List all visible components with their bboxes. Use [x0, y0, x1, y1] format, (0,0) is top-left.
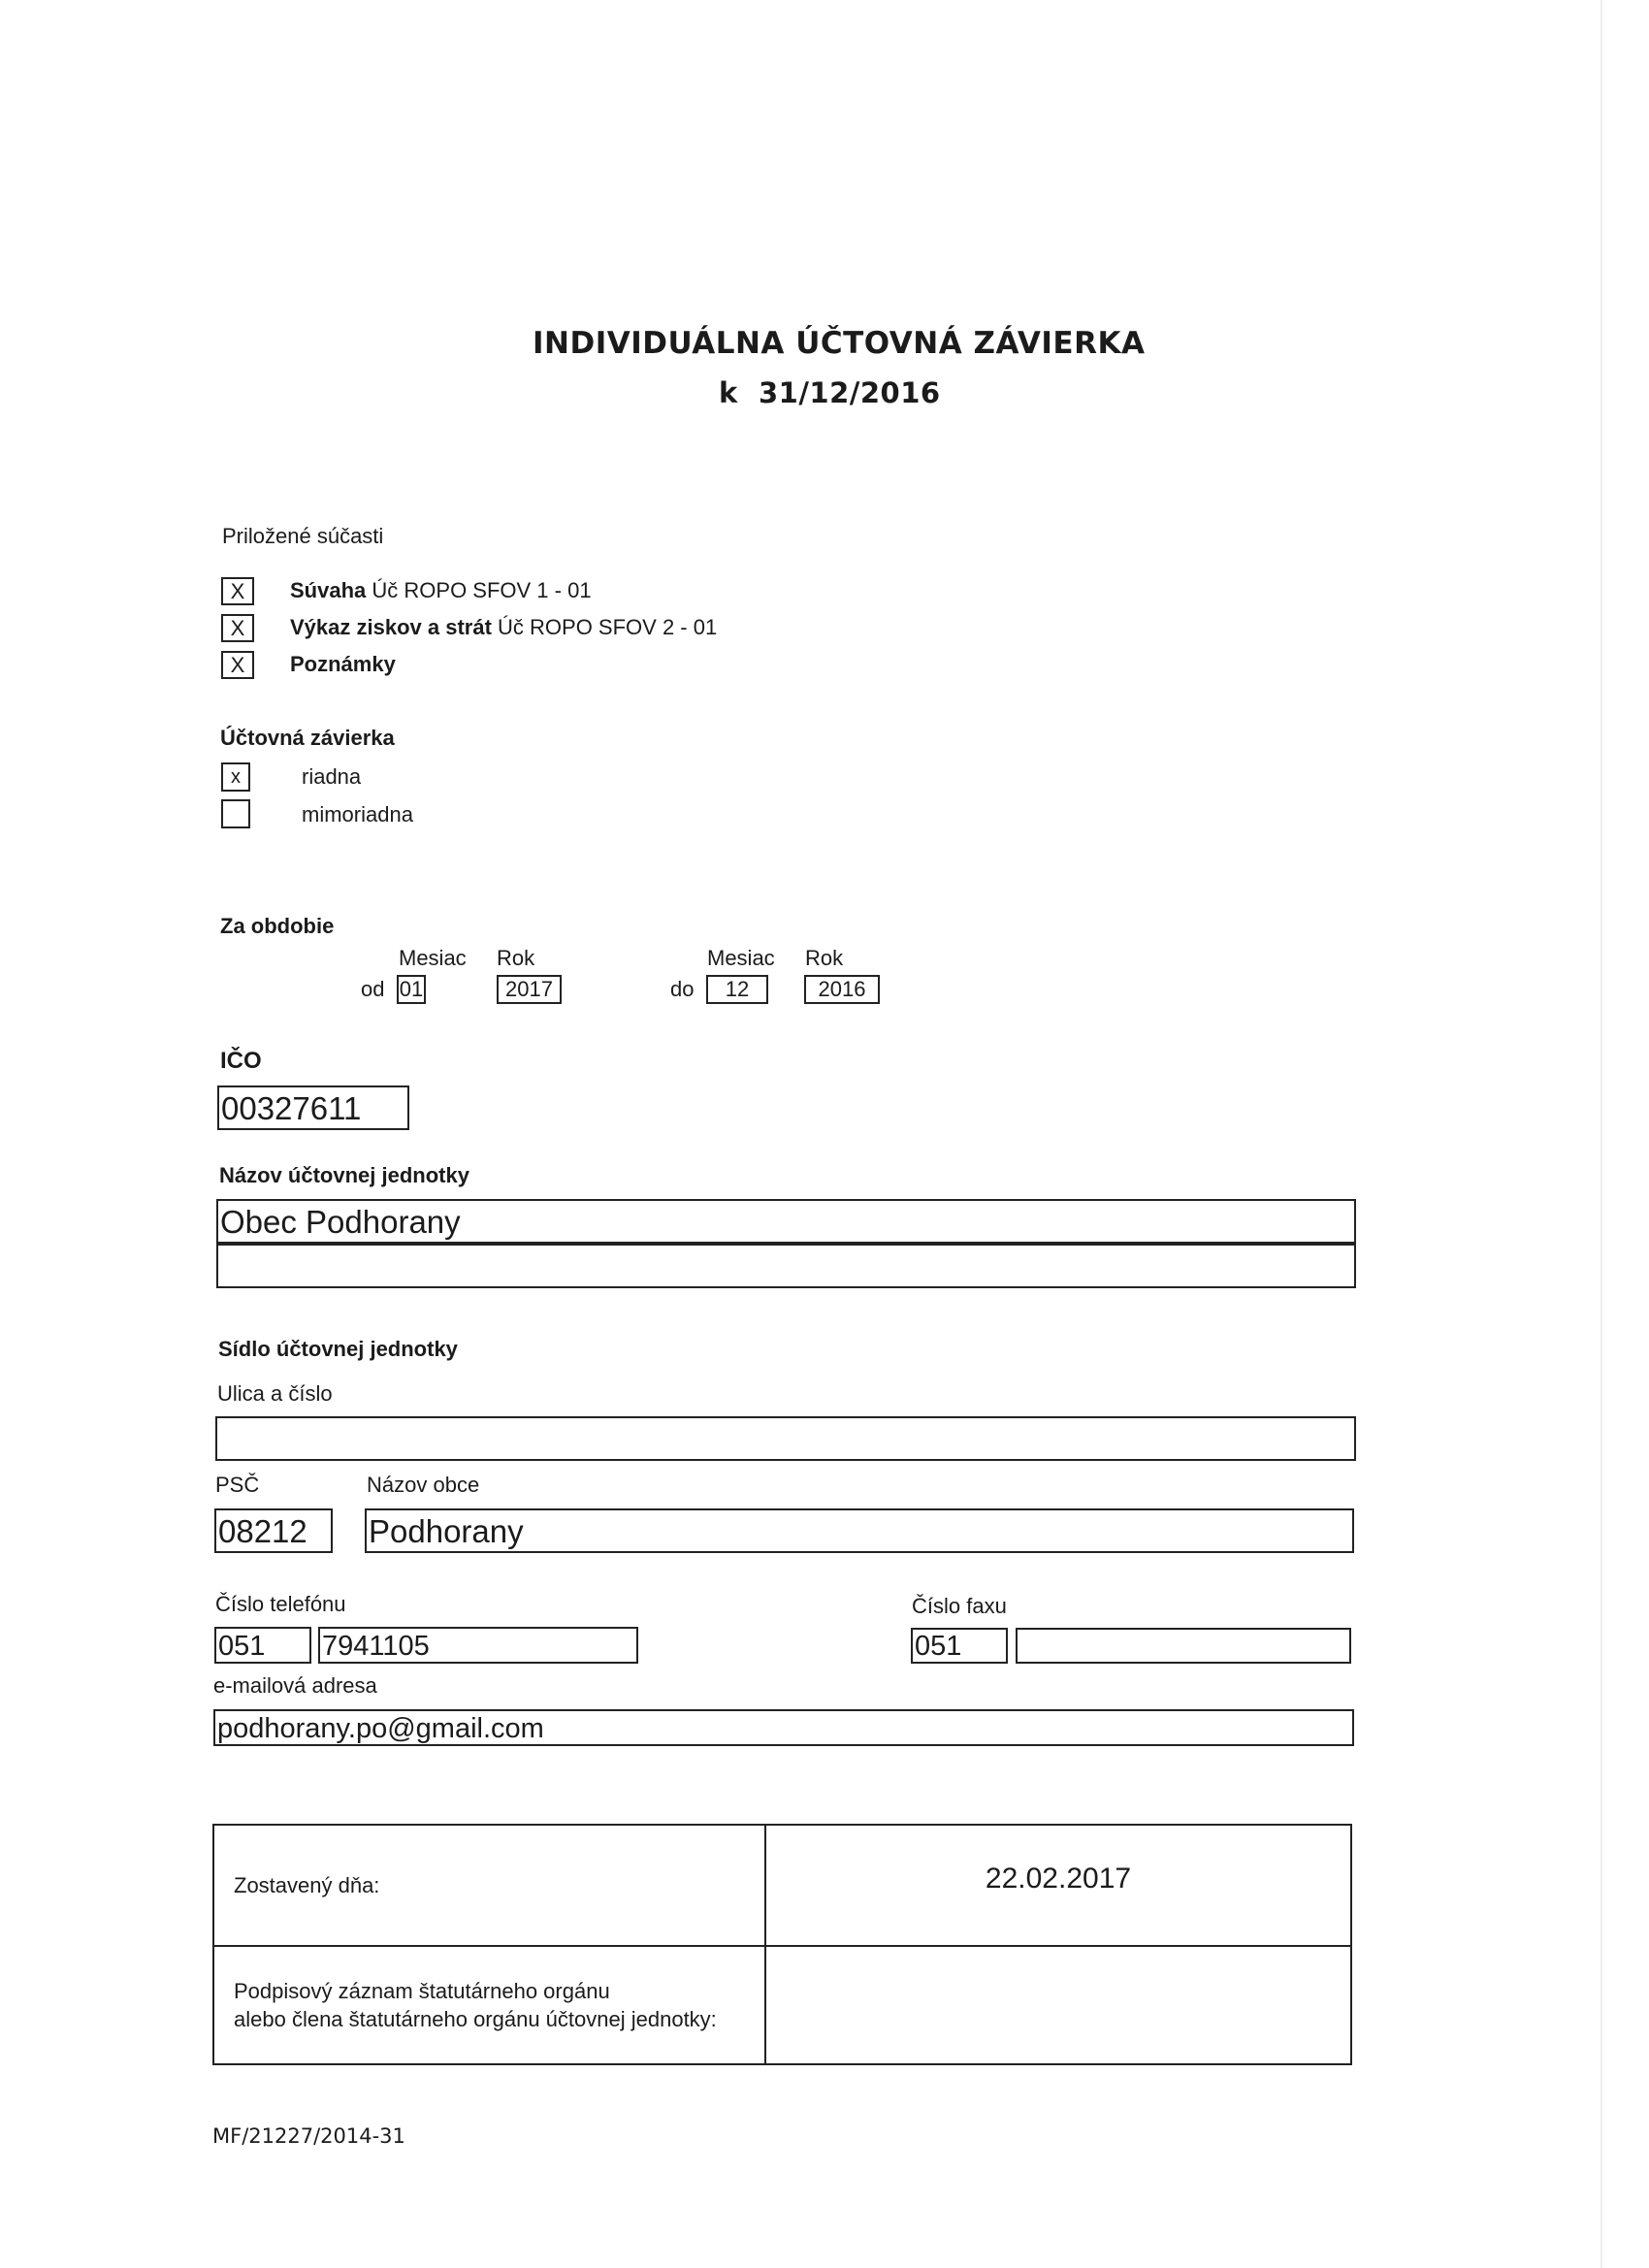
- compiled-date: 22.02.2017: [985, 1863, 1132, 1895]
- attachment-code: Úč ROPO SFOV 2 - 01: [498, 615, 718, 639]
- compiled-date-cell[interactable]: [765, 1825, 1351, 1946]
- entity-name-label: Názov účtovnej jednotky: [219, 1163, 469, 1187]
- compiled-row: [213, 1825, 1351, 1946]
- attachment-poznamky: [290, 652, 396, 677]
- street-field[interactable]: [215, 1416, 1356, 1461]
- sign-label-line1: Podpisový záznam štatutárneho orgánu: [234, 1979, 610, 2003]
- street-label: Ulica a číslo: [217, 1381, 333, 1406]
- fax-number-field[interactable]: [1016, 1628, 1351, 1664]
- from-year-field[interactable]: 2017: [497, 975, 562, 1004]
- sign-label-cell: [213, 1946, 765, 2064]
- attachment-code: Úč ROPO SFOV 1 - 01: [372, 578, 592, 602]
- sign-row: [213, 1946, 1351, 2064]
- attachments-label: Priložené súčasti: [222, 524, 384, 548]
- sign-label-line2: alebo člena štatutárneho orgánu účtovnej jednotky:: [234, 2007, 717, 2031]
- city-label: Názov obce: [367, 1473, 480, 1497]
- email-label: e-mailová adresa: [213, 1673, 377, 1698]
- attachment-name: Výkaz ziskov a strát: [290, 615, 492, 639]
- checkbox-poznamky[interactable]: X: [221, 651, 254, 679]
- checkbox-regular[interactable]: x: [221, 762, 250, 792]
- from-month-label: Mesiac: [399, 946, 467, 970]
- attachment-name: Súvaha: [290, 578, 367, 602]
- closing-label: Účtovná závierka: [220, 726, 395, 750]
- phone-label: Číslo telefónu: [215, 1592, 346, 1616]
- sign-field-cell[interactable]: [765, 1946, 1351, 2064]
- checkbox-extraordinary[interactable]: [221, 799, 250, 828]
- entity-name-field-1[interactable]: Obec Podhorany: [216, 1199, 1356, 1244]
- to-month-label: Mesiac: [707, 946, 775, 970]
- to-month-field[interactable]: 12: [706, 975, 768, 1004]
- city-field[interactable]: Podhorany: [365, 1508, 1354, 1553]
- phone-prefix-field[interactable]: 051: [214, 1627, 311, 1664]
- signature-table: [212, 1824, 1352, 2065]
- closing-extraordinary-label: mimoriadna: [302, 802, 413, 826]
- checkbox-suvaha[interactable]: X: [221, 577, 254, 605]
- from-month-field[interactable]: 01: [397, 975, 426, 1004]
- from-label: od: [361, 977, 385, 1001]
- to-year-label: Rok: [805, 946, 844, 970]
- psc-field[interactable]: 08212: [214, 1508, 333, 1553]
- ico-field[interactable]: 00327611: [217, 1085, 409, 1130]
- page-title: INDIVIDUÁLNA ÚČTOVNÁ ZÁVIERKA: [533, 326, 1146, 361]
- page-edge-shadow: [1600, 0, 1602, 2268]
- attachment-name: Poznámky: [290, 652, 396, 676]
- closing-regular-label: riadna: [302, 764, 362, 789]
- fax-label: Číslo faxu: [912, 1594, 1007, 1618]
- entity-name-field-2[interactable]: [216, 1244, 1356, 1288]
- phone-number-field[interactable]: 7941105: [318, 1627, 638, 1664]
- from-year-label: Rok: [497, 946, 535, 970]
- form-reference: MF/21227/2014-31: [212, 2124, 405, 2148]
- report-date: k 31/12/2016: [719, 376, 941, 409]
- checkbox-vykaz[interactable]: X: [221, 614, 254, 642]
- attachment-vykaz: [290, 615, 717, 640]
- psc-label: PSČ: [215, 1473, 260, 1497]
- compiled-label: Zostavený dňa:: [234, 1872, 380, 1897]
- email-field[interactable]: podhorany.po@gmail.com: [213, 1709, 1354, 1746]
- compiled-label-cell: [213, 1825, 765, 1946]
- to-label: do: [670, 977, 695, 1001]
- ico-label: IČO: [220, 1048, 262, 1074]
- fax-prefix-field[interactable]: 051: [911, 1628, 1008, 1664]
- to-year-field[interactable]: 2016: [804, 975, 880, 1004]
- attachment-suvaha: [290, 578, 592, 603]
- address-label: Sídlo účtovnej jednotky: [218, 1337, 458, 1361]
- period-label: Za obdobie: [220, 914, 335, 938]
